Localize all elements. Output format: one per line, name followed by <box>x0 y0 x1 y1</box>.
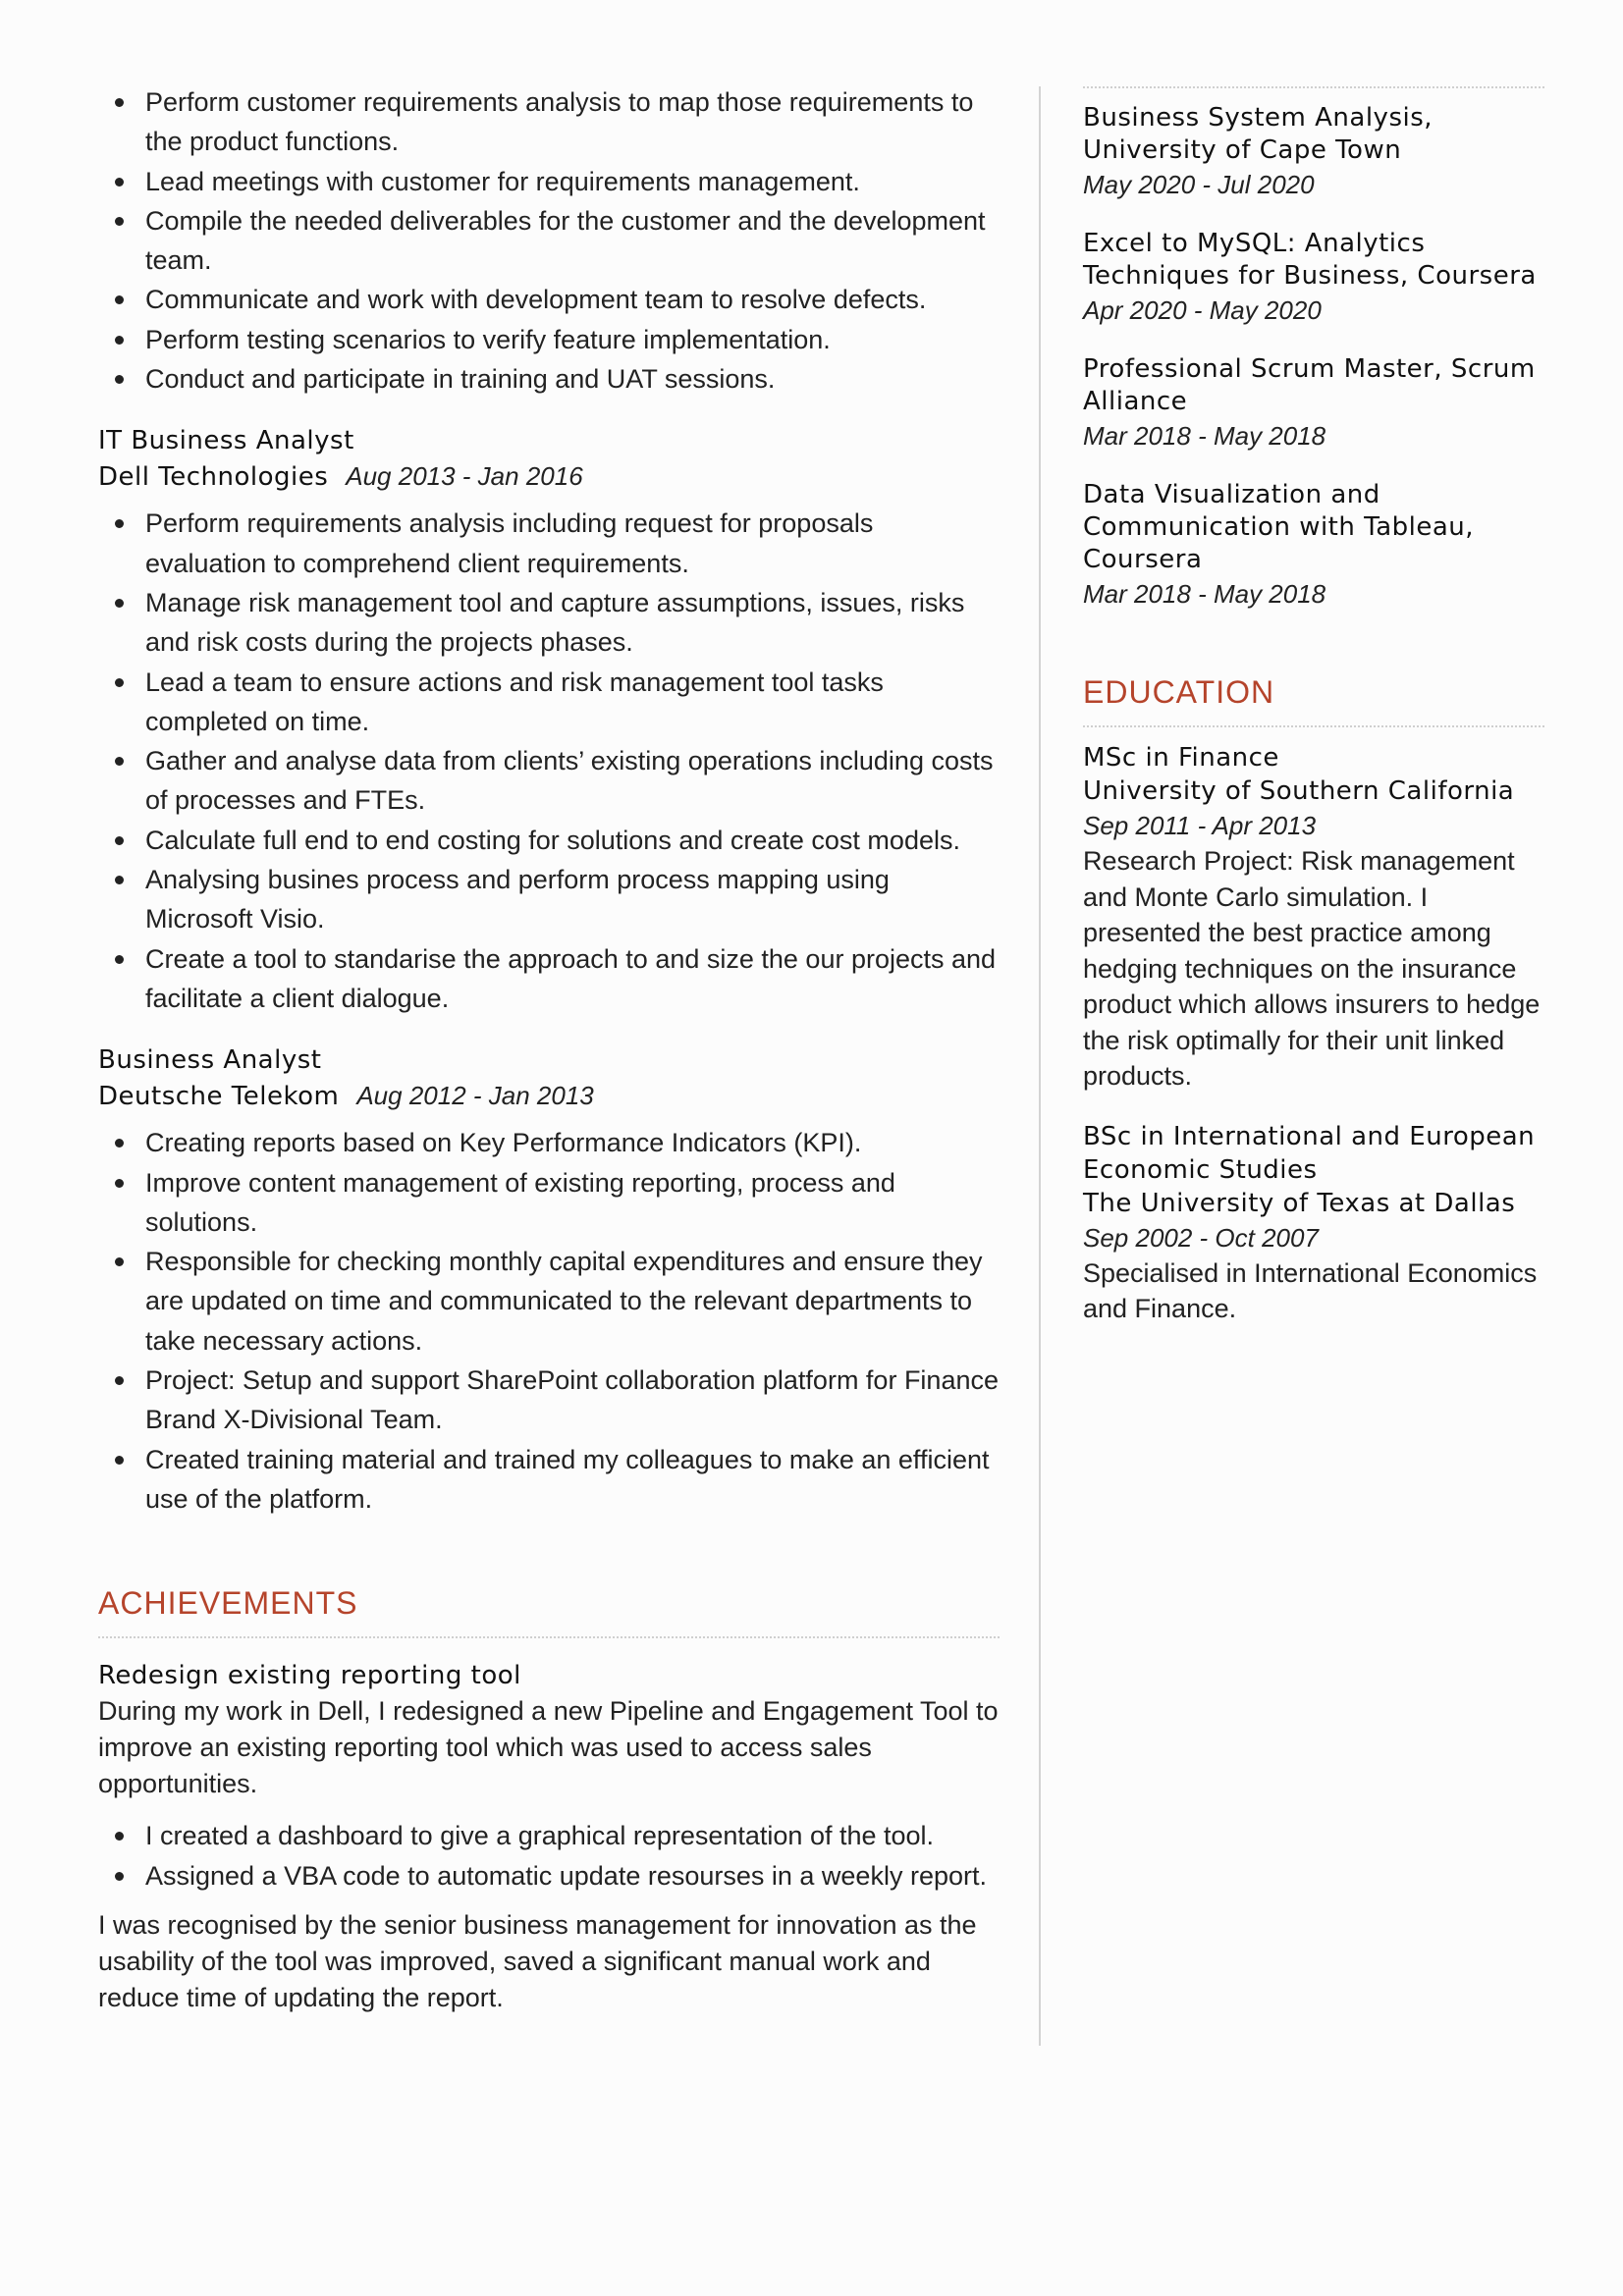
school-name: The University of Texas at Dallas <box>1083 1188 1516 1218</box>
certification-entry <box>1083 353 1544 454</box>
list-item: Compile the needed deliverables for the customer and the development team. <box>98 201 1000 281</box>
column-divider <box>1039 86 1041 2046</box>
list-item: Manage risk management tool and capture assumptions, issues, risks and risk costs during the projects phases. <box>98 583 1000 663</box>
certification-entry <box>1083 102 1544 202</box>
list-item: Perform requirements analysis including request for proposals evaluation to comprehend client requirements. <box>98 504 1000 583</box>
achievements-section <box>98 1583 1000 2016</box>
list-item: Created training material and trained my colleagues to make an efficient use of the platform. <box>98 1440 1000 1520</box>
list-item: Communicate and work with development team to resolve defects. <box>98 280 1000 319</box>
certification-title: Professional Scrum Master, Scrum Alliance <box>1083 354 1536 416</box>
job-entry-dell <box>98 424 1000 1018</box>
list-item: Responsible for checking monthly capital expenditures and ensure they are updated on time and communicated to the relevant departments to take necessary actions. <box>98 1242 1000 1361</box>
list-item: Assigned a VBA code to automatic update resourses in a weekly report. <box>98 1856 1000 1896</box>
certification-title: Data Visualization and Communication with Tableau, Coursera <box>1083 480 1475 574</box>
education-section <box>1083 672 1544 1327</box>
achievement-bullet-list <box>98 1816 1000 1896</box>
education-entry <box>1083 741 1544 1095</box>
company-name: Dell Technologies <box>98 462 329 493</box>
education-dates: Sep 2011 - Apr 2013 <box>1083 811 1317 840</box>
education-description: Research Project: Risk management and Monte Carlo simulation. I presented the best practice among hedging techniques on the insurance product which allows insurers to hedge the risk optimally for their unit linked products. <box>1083 846 1541 1091</box>
job-company-line <box>98 1077 1000 1123</box>
job-bullet-list <box>98 504 1000 1018</box>
intro-bullet-list <box>98 82 1000 399</box>
company-name: Deutsche Telekom <box>98 1082 340 1112</box>
education-entry <box>1083 1120 1544 1327</box>
certification-dates: Mar 2018 - May 2018 <box>1083 579 1326 609</box>
section-divider <box>1083 86 1544 88</box>
education-dates: Sep 2002 - Oct 2007 <box>1083 1222 1319 1253</box>
job-title: IT Business Analyst <box>98 426 354 456</box>
certification-entry <box>1083 479 1544 612</box>
list-item: Lead meetings with customer for requirements management. <box>98 162 1000 201</box>
list-item: Perform testing scenarios to verify feature implementation. <box>98 320 1000 359</box>
certification-dates: Apr 2020 - May 2020 <box>1083 295 1322 325</box>
list-item: Creating reports based on Key Performance Indicators (KPI). <box>98 1123 1000 1162</box>
job-bullet-list <box>98 1123 1000 1519</box>
right-column <box>1083 86 1544 1327</box>
job-entry-telekom <box>98 1043 1000 1519</box>
achievement-intro: During my work in Dell, I redesigned a new Pipeline and Engagement Tool to improve an existing reporting tool which was used to access sales opportunities. <box>98 1696 999 1799</box>
list-item: Gather and analyse data from clients’ existing operations including costs of processes and FTEs. <box>98 741 1000 821</box>
certification-dates: Mar 2018 - May 2018 <box>1083 421 1326 451</box>
school-name: University of Southern California <box>1083 776 1515 806</box>
degree-name: BSc in International and European Economic Studies <box>1083 1121 1536 1185</box>
job-dates: Aug 2012 - Jan 2013 <box>356 1081 594 1111</box>
certification-title: Excel to MySQL: Analytics Techniques for Business, Coursera <box>1083 229 1537 291</box>
achievement-outro: I was recognised by the senior business management for innovation as the usability of the tool was improved, saved a significant manual work and reduce time of updating the report. <box>98 1909 977 2012</box>
section-heading-education: EDUCATION <box>1083 674 1275 710</box>
section-divider <box>98 1636 1000 1638</box>
section-heading-achievements: ACHIEVEMENTS <box>98 1585 358 1622</box>
job-title: Business Analyst <box>98 1045 322 1076</box>
certification-dates: May 2020 - Jul 2020 <box>1083 170 1315 199</box>
job-company-line <box>98 457 1000 504</box>
achievement-title: Redesign existing reporting tool <box>98 1661 521 1691</box>
list-item: Improve content management of existing reporting, process and solutions. <box>98 1163 1000 1243</box>
list-item: I created a dashboard to give a graphical representation of the tool. <box>98 1816 1000 1855</box>
certification-entry <box>1083 228 1544 328</box>
education-description: Specialised in International Economics and Finance. <box>1083 1257 1538 1323</box>
list-item: Project: Setup and support SharePoint collaboration platform for Finance Brand X-Divisional Team. <box>98 1361 1000 1440</box>
job-dates: Aug 2013 - Jan 2016 <box>346 461 583 492</box>
list-item: Create a tool to standarise the approach to and size the our projects and facilitate a client dialogue. <box>98 939 1000 1019</box>
list-item: Lead a team to ensure actions and risk management tool tasks completed on time. <box>98 663 1000 742</box>
list-item: Perform customer requirements analysis to map those requirements to the product functions. <box>98 82 1000 162</box>
list-item: Analysing busines process and perform process mapping using Microsoft Visio. <box>98 860 1000 939</box>
degree-name: MSc in Finance <box>1083 743 1279 773</box>
list-item: Conduct and participate in training and UAT sessions. <box>98 359 1000 399</box>
left-column <box>98 82 1000 2016</box>
section-divider <box>1083 725 1544 727</box>
certification-title: Business System Analysis, University of Cape Town <box>1083 103 1434 165</box>
list-item: Calculate full end to end costing for solutions and create cost models. <box>98 821 1000 860</box>
